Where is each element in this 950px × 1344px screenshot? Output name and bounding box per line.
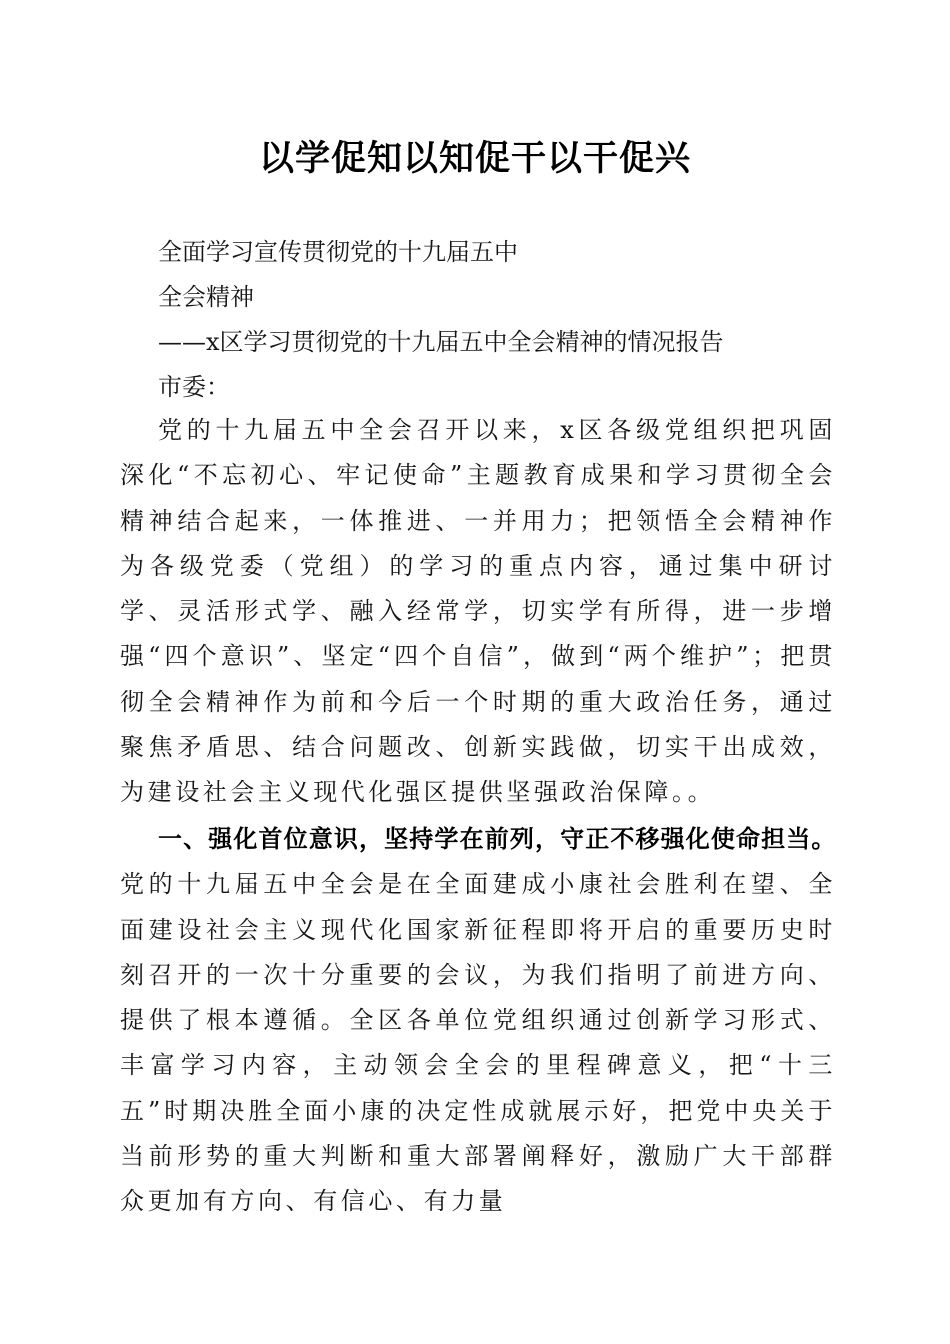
subtitle-line-3: ——x区学习贯彻党的十九届五中全会精神的情况报告 xyxy=(158,328,724,356)
document-title: 以学促知以知促干以干促兴 xyxy=(258,138,691,179)
salutation: 市委： xyxy=(158,373,230,401)
section-heading-1: 一、强化首位意识，坚持学在前列，守正不移强化使命担当。 xyxy=(158,825,836,853)
body-paragraph-2 xyxy=(120,817,836,1225)
subtitle-line-2: 全会精神 xyxy=(158,283,254,311)
subtitle-line-1: 全面学习宣传贯彻党的十九届五中 xyxy=(158,238,518,266)
section-body-1: 党的十九届五中全会是在全面建成小康社会胜利在望、全面建设社会主义现代化国家新征程即将开启的重要历史时刻召开的一次十分重要的会议，为我们指明了前进方向、提供了根本遵循。全区各单位党组织通过创新学习形式、丰富学习内容，主动领会全会的里程碑意义，把“十三五”时期决胜全面小康的决定性成就展示好，把党中央关于当前形势的重大判断和重大部署阐释好，激励广大干部群众更加有方向、有信心、有力量 xyxy=(120,870,836,1216)
body-paragraph-1: 党的十九届五中全会召开以来，x区各级党组织把巩固深化“不忘初心、牢记使命”主题教育成果和学习贯彻全会精神结合起来，一体推进、一并用力；把领悟全会精神作为各级党委（党组）的学习的重点内容，通过集中研讨学、灵活形式学、融入经常学，切实学有所得，进一步增强“四个意识”、坚定“四个自信”，做到“两个维护”；把贯彻全会精神作为前和今后一个时期的重大政治任务，通过聚焦矛盾思、结合问题改、创新实践做，切实干出成效，为建设社会主义现代化强区提供坚强政治保障。。 xyxy=(120,416,836,807)
